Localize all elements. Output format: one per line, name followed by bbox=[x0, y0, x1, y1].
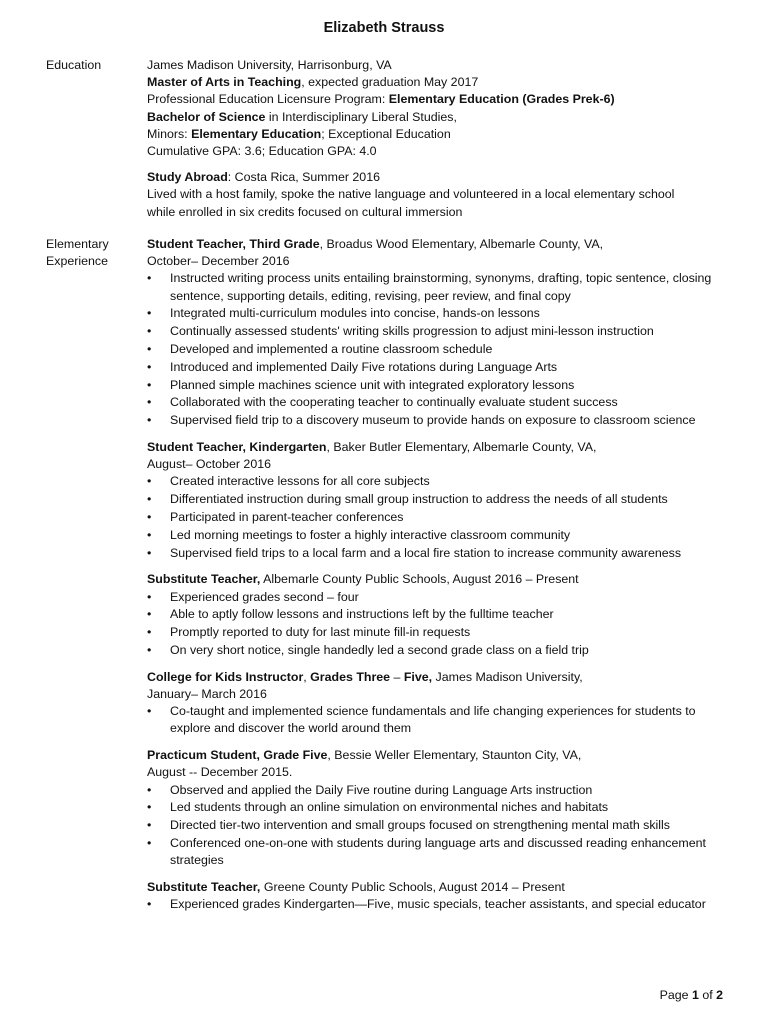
job-bullets bbox=[147, 270, 737, 429]
job-title: Student Teacher, Third Grade bbox=[147, 237, 320, 251]
job-entry: Substitute Teacher, Albemarle County Public Schools, August 2016 – Present • Experienced grades second – four • Able to aptly follow lessons and instructions left by the fulltime teacher • Promptly reported to duty for last minute fill-in requests • On very short notice, single handedly led a second grade class on a field trip bbox=[147, 571, 737, 659]
ma-degree: Master of Arts in Teaching bbox=[147, 75, 302, 90]
list-item: • Led students through an online simulation on environmental niches and habitats bbox=[147, 799, 737, 816]
job-dates: October– December 2016 bbox=[147, 254, 290, 269]
job-bullets bbox=[147, 896, 737, 913]
list-item: • Experienced grades second – four bbox=[147, 589, 737, 606]
job-bullets bbox=[147, 473, 737, 561]
list-item: • On very short notice, single handedly led a second grade class on a field trip bbox=[147, 642, 737, 659]
list-item: • Experienced grades Kindergarten—Five, music specials, teacher assistants, and special educator bbox=[147, 896, 737, 913]
list-item: • Co-taught and implemented science fundamentals and life changing experiences for students to explore and discover the world around them bbox=[147, 703, 737, 737]
university: James Madison University, Harrisonburg, VA bbox=[147, 58, 392, 72]
job-entry: Substitute Teacher, Greene County Public Schools, August 2014 – Present • Experienced grades Kindergarten—Five, music specials, teacher assistants, and special educator bbox=[147, 879, 737, 913]
job-entry: Student Teacher, Third Grade, Broadus Wood Elementary, Albemarle County, VA, October– December 2016 • Instructed writing process units entailing brainstorming, synonyms, drafting, topic sentence, closing sentence, supporting details, editing, revising, peer review, and final copy • Integrated multi-curriculum modules into concise, hands-on lessons • Continually assessed students' writing skills progression to adjust mini-lesson instruction • Developed and implemented a routine classroom schedule • Introduced and implemented Daily Five rotations during Language Arts • Planned simple machines science unit with integrated exploratory lessons • Collaborated with the cooperating teacher to continually evaluate student success • Supervised field trip to a discovery museum to provide hands on exposure to classroom science bbox=[147, 236, 737, 429]
list-item: • Supervised field trips to a local farm and a local fire station to increase community awareness bbox=[147, 545, 737, 562]
list-item: • Supervised field trip to a discovery museum to provide hands on exposure to classroom science bbox=[147, 412, 737, 429]
job-dates: January– March 2016 bbox=[147, 686, 267, 701]
list-item: • Observed and applied the Daily Five routine during Language Arts instruction bbox=[147, 782, 737, 799]
list-item: • Participated in parent-teacher conferences bbox=[147, 509, 737, 526]
job-title: College for Kids Instructor bbox=[147, 669, 304, 684]
job-bullets bbox=[147, 589, 737, 660]
minor-primary: Elementary Education bbox=[191, 126, 322, 141]
list-item: • Able to aptly follow lessons and instructions left by the fulltime teacher bbox=[147, 606, 737, 623]
experience-content bbox=[147, 236, 737, 914]
education-label: Education bbox=[46, 58, 102, 72]
education-content: James Madison University, Harrisonburg, VA Master of Arts in Teaching, expected graduation May 2017 Professional Education Licensure Program: Elementary Education (Grades Prek-6) Bachelor of Science in Interdisciplinary Liberal Studies, Minors: Elementary Education; Exceptional Education Cumulative GPA: 3.6; Education GPA: 4.0 Study Abroad: Costa Rica, Summer 2016 Lived with a host family, spoke the native language and volunteered in a local elementary school while enrolled in six credits focused on cultural immersion bbox=[147, 57, 737, 221]
bs-degree: Bachelor of Science bbox=[147, 109, 266, 124]
job-entry: Student Teacher, Kindergarten, Baker Butler Elementary, Albemarle County, VA, August– October 2016 • Created interactive lessons for all core subjects • Differentiated instruction during small group instruction to address the needs of all students • Participated in parent-teacher conferences • Led morning meetings to foster a highly interactive classroom community • Supervised field trips to a local farm and a local fire station to increase community awareness bbox=[147, 439, 737, 562]
job-title: Practicum Student, Grade Five bbox=[147, 748, 328, 763]
job-bullets bbox=[147, 703, 737, 737]
list-item: • Differentiated instruction during small group instruction to address the needs of all students bbox=[147, 491, 737, 508]
experience-label: Elementary Experience bbox=[46, 237, 109, 269]
job-dates: August -- December 2015. bbox=[147, 765, 293, 780]
list-item: • Introduced and implemented Daily Five rotations during Language Arts bbox=[147, 359, 737, 376]
list-item: • Collaborated with the cooperating teacher to continually evaluate student success bbox=[147, 394, 737, 411]
gpa: Cumulative GPA: 3.6; Education GPA: 4.0 bbox=[147, 144, 377, 159]
list-item: • Conferenced one-on-one with students during language arts and discussed reading enhancement strategies bbox=[147, 835, 737, 869]
list-item: • Integrated multi-curriculum modules into concise, hands-on lessons bbox=[147, 305, 737, 322]
list-item: • Instructed writing process units entailing brainstorming, synonyms, drafting, topic sentence, closing sentence, supporting details, editing, revising, peer review, and final copy bbox=[147, 270, 737, 304]
list-item: • Continually assessed students' writing skills progression to adjust mini-lesson instruction bbox=[147, 323, 737, 340]
list-item: • Directed tier-two intervention and small groups focused on strengthening mental math skills bbox=[147, 817, 737, 834]
page-number: Page 1 of 2 bbox=[659, 988, 723, 1002]
list-item: • Created interactive lessons for all core subjects bbox=[147, 473, 737, 490]
list-item: • Promptly reported to duty for last minute fill-in requests bbox=[147, 624, 737, 641]
job-title: Student Teacher, Kindergarten bbox=[147, 439, 327, 454]
job-entry: Practicum Student, Grade Five, Bessie Weller Elementary, Staunton City, VA, August -- December 2015. • Observed and applied the Daily Five routine during Language Arts instruction • Led students through an online simulation on environmental niches and habitats • Directed tier-two intervention and small groups focused on strengthening mental math skills • Conferenced one-on-one with students during language arts and discussed reading enhancement strategies bbox=[147, 747, 737, 869]
licensure-program: Elementary Education (Grades Prek-6) bbox=[388, 92, 615, 107]
list-item: • Planned simple machines science unit with integrated exploratory lessons bbox=[147, 377, 737, 394]
job-dates: August– October 2016 bbox=[147, 457, 271, 472]
study-abroad-desc: Lived with a host family, spoke the native language and volunteered in a local elementary school bbox=[147, 187, 675, 202]
job-bullets bbox=[147, 782, 737, 870]
list-item: • Developed and implemented a routine classroom schedule bbox=[147, 341, 737, 358]
job-title: Substitute Teacher, bbox=[147, 879, 261, 894]
list-item: • Led morning meetings to foster a highly interactive classroom community bbox=[147, 527, 737, 544]
resume-name: Elizabeth Strauss bbox=[323, 20, 445, 36]
job-entry: College for Kids Instructor, Grades Three – Five, James Madison University, January– March 2016 • Co-taught and implemented science fundamentals and life changing experiences for students to explore and discover the world around them bbox=[147, 669, 737, 738]
job-title: Substitute Teacher, bbox=[147, 572, 261, 587]
study-abroad-label: Study Abroad bbox=[147, 170, 228, 185]
